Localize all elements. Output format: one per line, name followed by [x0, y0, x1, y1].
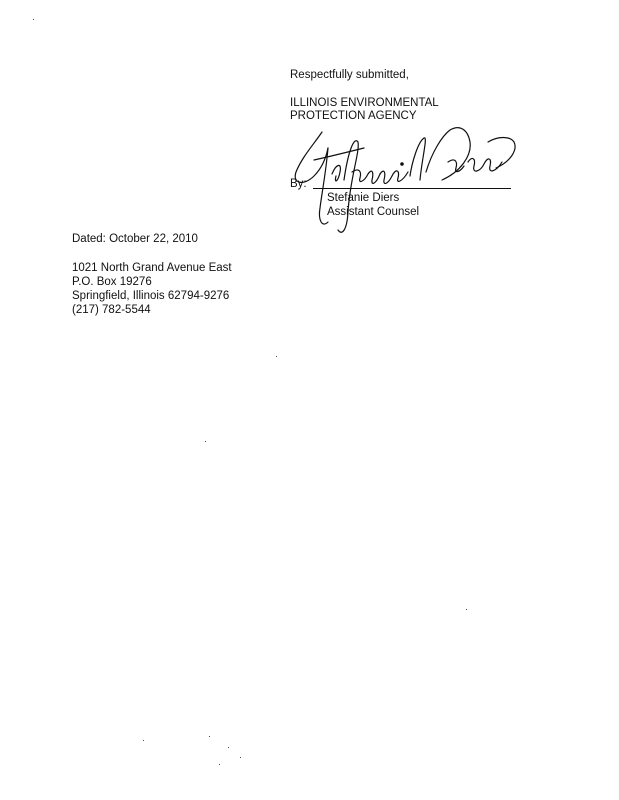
- scan-speck: [240, 757, 241, 758]
- agency-name-line2: PROTECTION AGENCY: [290, 110, 417, 122]
- scan-speck: [276, 356, 277, 357]
- scan-speck: [466, 609, 467, 610]
- scan-speck: [209, 736, 210, 737]
- dated-line: Dated: October 22, 2010: [72, 233, 198, 245]
- address-city: Springfield, Illinois 62794-9276: [72, 290, 230, 302]
- scan-speck: [219, 764, 220, 765]
- by-label: By:: [290, 178, 307, 190]
- agency-name-line1: ILLINOIS ENVIRONMENTAL: [290, 97, 439, 109]
- address-po-box: P.O. Box 19276: [72, 276, 152, 288]
- scan-speck: [228, 747, 229, 748]
- address-street: 1021 North Grand Avenue East: [72, 262, 232, 274]
- signer-name: Stefanie Diers: [327, 192, 400, 204]
- scan-speck: [143, 740, 144, 741]
- respectfully-submitted: Respectfully submitted,: [290, 69, 409, 81]
- scan-speck: [205, 441, 206, 442]
- signer-title: Assistant Counsel: [327, 206, 420, 218]
- address-phone: (217) 782-5544: [72, 304, 151, 316]
- scan-speck: [33, 19, 34, 20]
- handwritten-signature: [292, 112, 522, 240]
